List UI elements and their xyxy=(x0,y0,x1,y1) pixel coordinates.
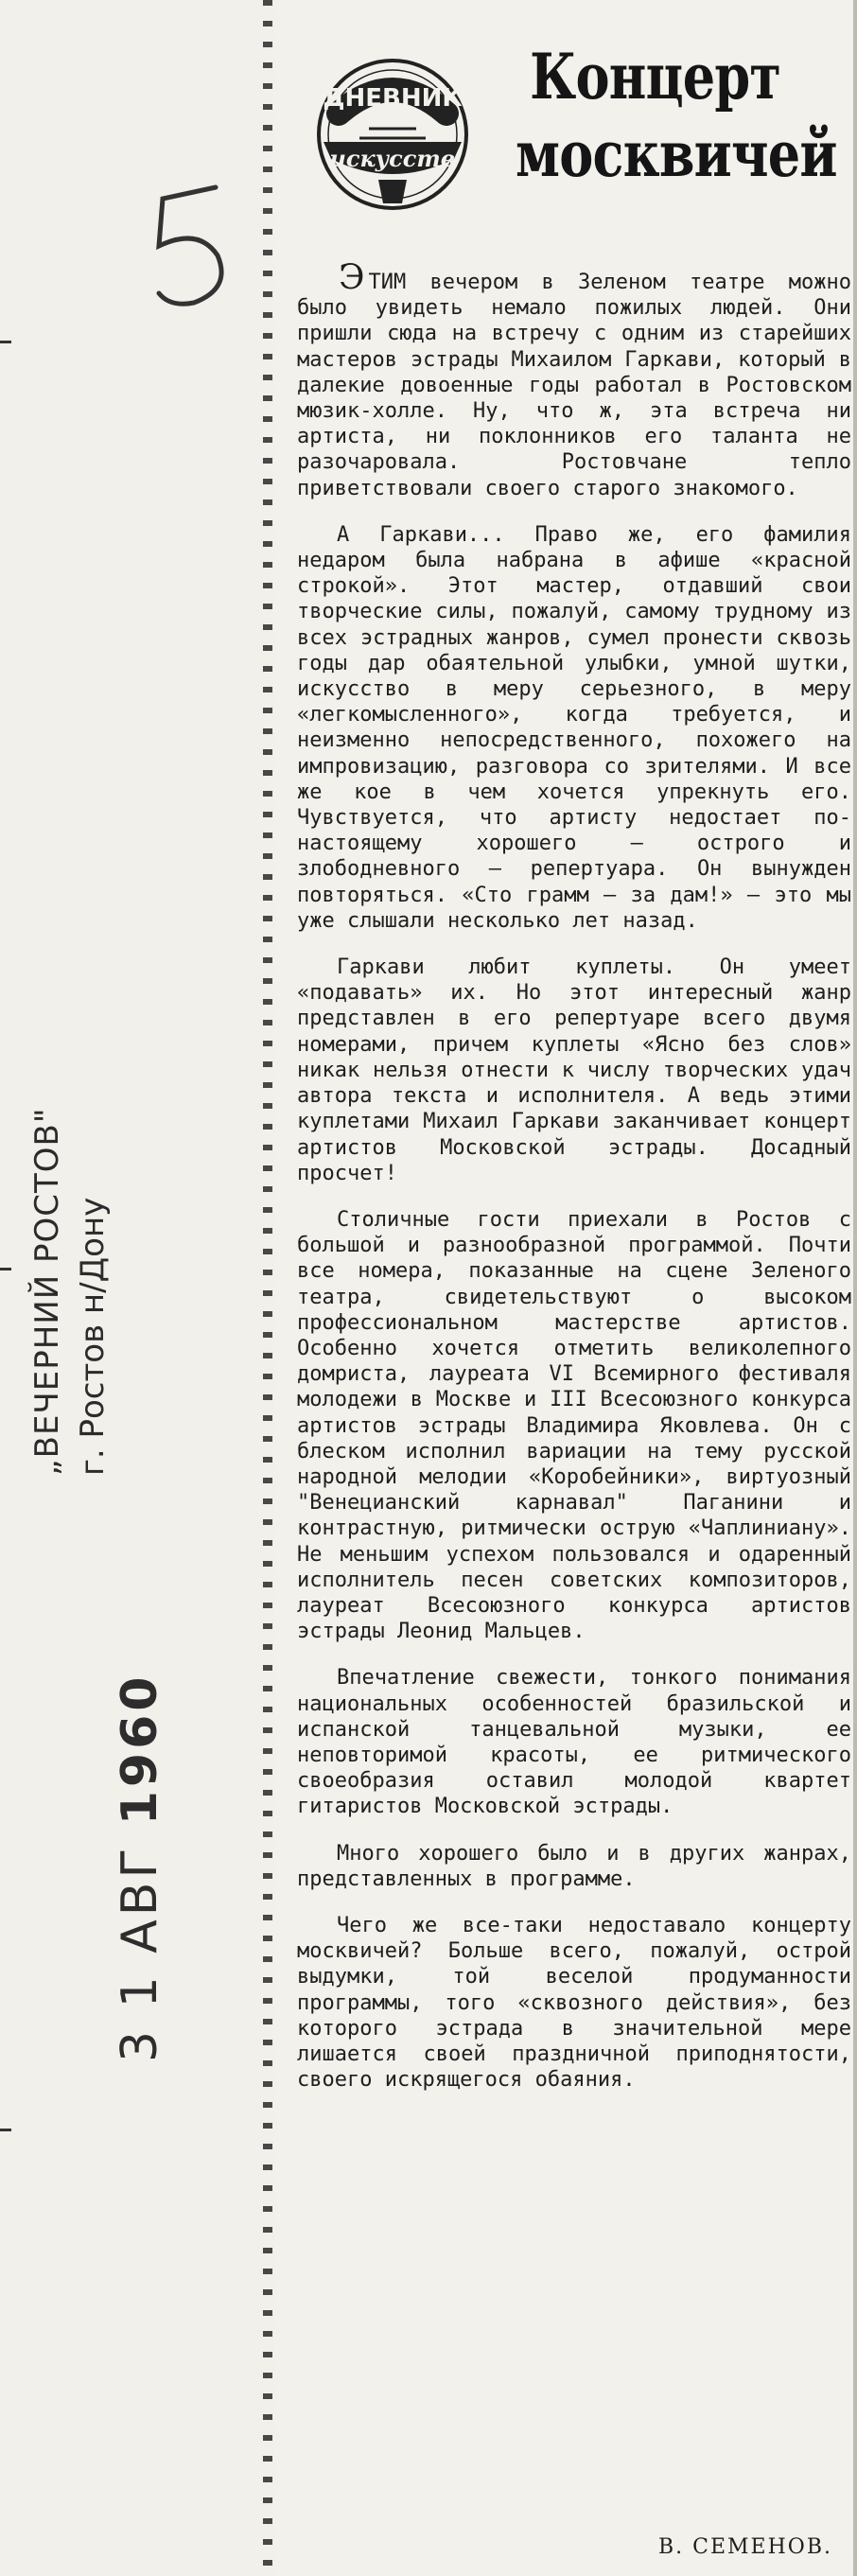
title-line-1: Концерт xyxy=(530,40,781,114)
source-stamp xyxy=(28,1107,142,1476)
paragraph-5: Впечатление свежести, тонкого понимания национальных особенностей бразильской и испанской танцевальной музыки, ее неповторимой красоты, ее ритмического своеобразия оставил молодой квартет гитаристов Московской эстрады. xyxy=(297,1666,851,1819)
paragraph-3: Гаркави любит куплеты. Он умеет «подавать» их. Но этот интересный жанр представлен в его репертуаре всего двумя номерами, причем куплеты «Ясно без слов» никак нельзя отнести к числу творческих удач автора текста и исполнителя. А ведь этими куплетами Михаил Гаркави заканчивает концерт артистов Московской эстрады. Досадный просчет! xyxy=(297,955,851,1185)
dropcap: Э xyxy=(339,258,365,297)
source-newspaper: „ВЕЧЕРНИЙ РОСТОВ" xyxy=(28,1107,66,1476)
date-stamp-year: 1960 xyxy=(112,1673,168,1826)
edge-tick xyxy=(0,1268,11,1270)
paragraph-1 xyxy=(297,258,851,501)
archive-strip xyxy=(0,0,274,2576)
perforation-line xyxy=(263,0,272,2576)
handwritten-mark xyxy=(142,161,246,312)
source-city: г. Ростов н/Дону xyxy=(74,1197,112,1476)
title-line-2: москвичей xyxy=(516,117,837,191)
paragraph-4: Столичные гости приехали в Ростов с большой и разнообразной программой. Почти все номера, показанные на сцене Зеленого театра, свидетельствуют о высоком профессиональном мастерстве артистов. Особенно хочется отметить великолепного домриста, лауреата VI Всемирного фестиваля молодежи в Москве и III Всесоюзного конкурса артистов эстрады Владимира Яковлева. Он с блеском исполнил вариации на тему русской народной мелодии «Коробейники», виртуозный "Венецианский карнавал" Паганини и контрастную, ритмически острую «Чаплиниану». Не меньшим успехом пользовался и одаренный исполнитель песен советских композиторов, лауреат Всесоюзного конкурса артистов эстрады Леонид Мальцев. xyxy=(297,1207,851,1644)
article-header xyxy=(284,19,851,246)
page-edge xyxy=(853,0,857,2576)
author-signature: В. СЕМЕНОВ. xyxy=(657,2535,832,2559)
paragraph-1-text: ТИМ вечером в Зеленом театре можно было увидеть немало пожилых людей. Они пришли сюда на встречу с одним из старейших мастеров эстрады Михаилом Гаркави, который в далекие довоенные годы работал в Ростовском мюзик-холле. Ну, что ж, эта встреча ни артиста, ни поклонников его таланта не разочаровала. Ростовчане тепло приветствовали своего старого знакомого. xyxy=(297,271,851,500)
article-title xyxy=(516,38,837,193)
edge-tick xyxy=(0,2129,11,2131)
article-body xyxy=(297,258,851,2113)
svg-text:ДНЕВНИК: ДНЕВНИК xyxy=(323,84,463,113)
edge-tick xyxy=(0,341,11,343)
date-stamp xyxy=(112,1674,168,2062)
paragraph-6: Много хорошего было и в других жанрах, представленных в программе. xyxy=(297,1841,851,1891)
date-stamp-day-month: 3 1 АВГ xyxy=(112,1844,168,2062)
paragraph-2: А Гаркави... Право же, его фамилия недаром была набрана в афише «красной строкой». Этот мастер, отдавший свои творческие силы, пожалуй, самому трудному из всех эстрадных жанров, сумел пронести сквозь годы дар обаятельной улыбки, умной шутки, искусство в меру серьезного, в меру «легкомысленного», когда требуется, и неизменно непосредственного, похожего на импровизацию, разговора со зрителями. И все же кое в чем хочется упрекнуть его. Чувствуется, что артисту недостает по-настоящему хорошего — острого и злободневного — репертуара. Он вынужден повторяться. «Сто грамм — за дам!» — это мы уже слышали несколько лет назад. xyxy=(297,522,851,933)
article xyxy=(284,19,851,2564)
column-badge-logo xyxy=(303,47,482,218)
svg-text:искусств: искусств xyxy=(329,145,456,172)
paragraph-7: Чего же все-таки недоставало концерту москвичей? Больше всего, пожалуй, острой выдумки, той веселой продуманности программы, того «сквозного действия», без которого эстрада в значительной мере лишается своей праздничной приподнятости, своего искрящегося обаяния. xyxy=(297,1913,851,2093)
